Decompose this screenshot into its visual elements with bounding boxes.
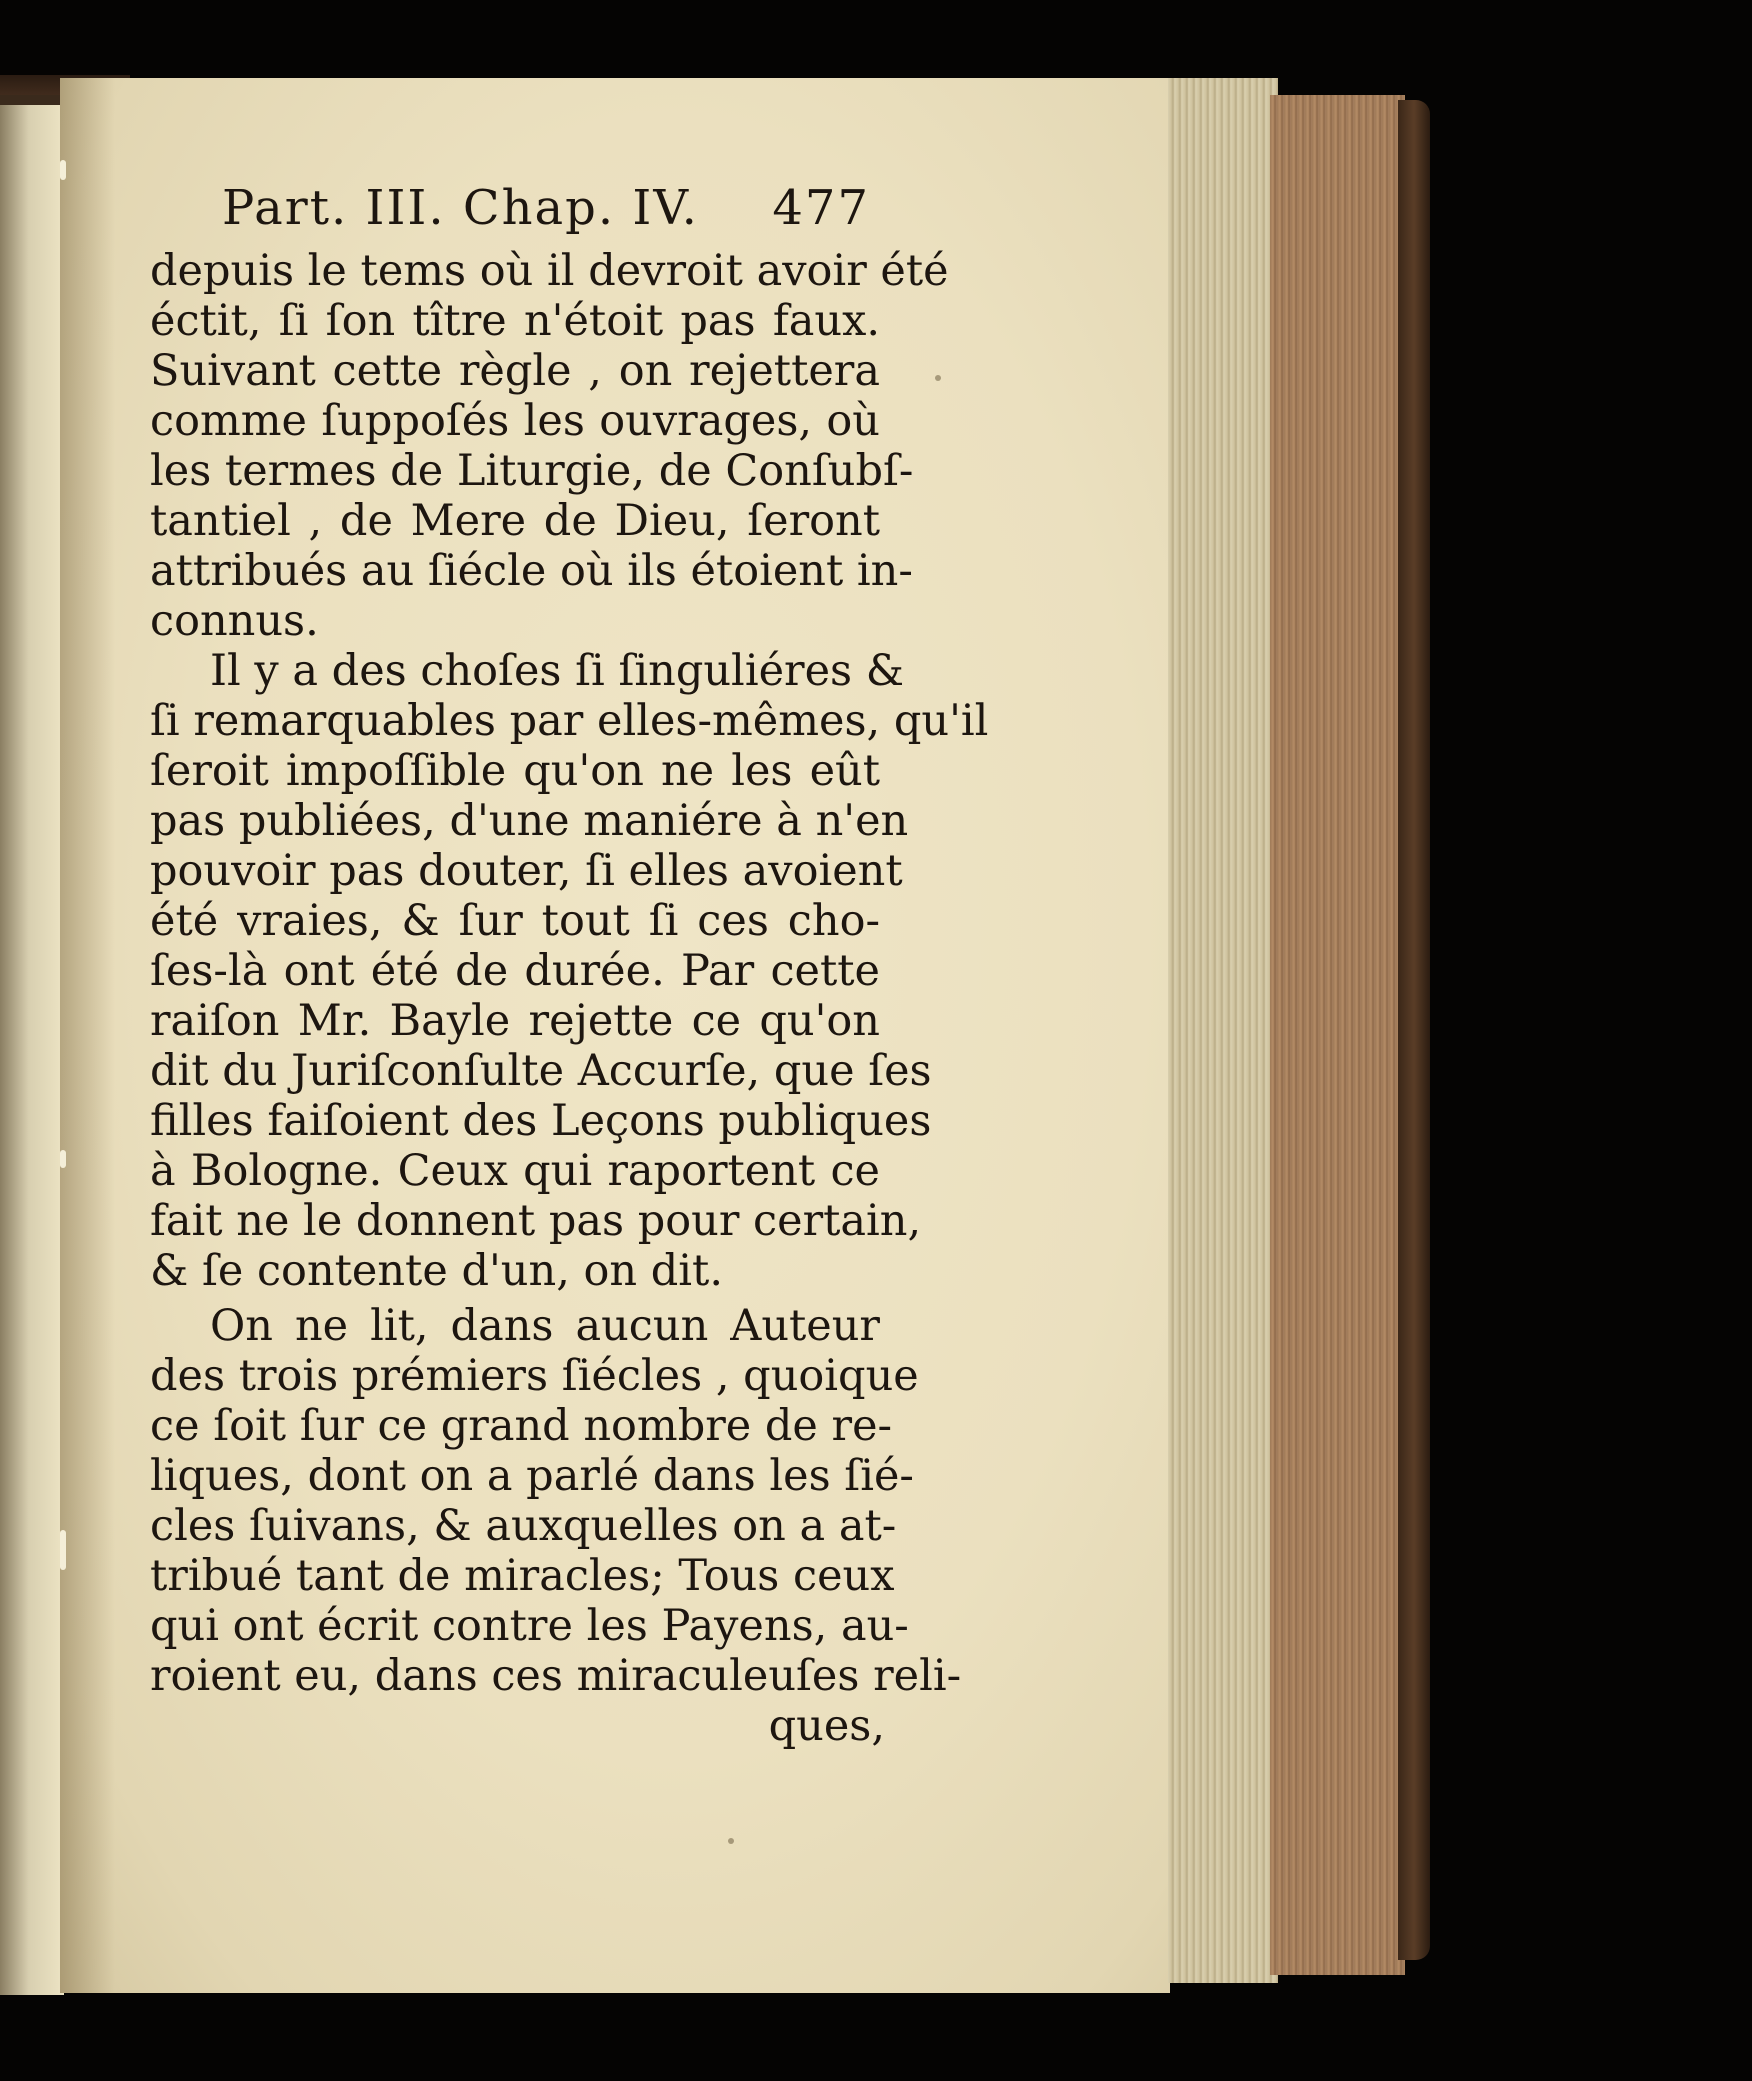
text-line: qui ont écrit contre les Payens, au- — [150, 1601, 909, 1651]
text-line: ſi remarquables par elles-mêmes, qu'il — [150, 696, 989, 746]
text-line: dit du Juriſconſulte Accurſe, que ſes — [150, 1046, 932, 1096]
red-sprinkled-edge — [1270, 95, 1405, 1975]
text-line: éctit, ſi ſon tître n'étoit pas faux. — [150, 296, 880, 346]
gutter-shadow — [60, 78, 115, 1993]
text-line: ſeroit impoſſible qu'on ne les eût — [150, 746, 880, 796]
page-number: 477 — [772, 180, 870, 236]
text-line: été vraies, & ſur tout ſi ces cho- — [150, 896, 880, 946]
text-line: cles ſuivans, & auxquelles on a at- — [150, 1501, 897, 1551]
text-line: liques, dont on a parlé dans les ſié- — [150, 1451, 914, 1501]
text-line: les termes de Liturgie, de Conſubſ- — [150, 446, 914, 496]
text-line: tribué tant de miracles; Tous ceux — [150, 1551, 895, 1601]
facing-page-edge — [0, 95, 64, 1995]
paper-speck — [728, 1838, 734, 1844]
binding-stitch — [60, 1530, 66, 1570]
text-line: roient eu, dans ces miraculeuſes reli- — [150, 1651, 962, 1701]
text-line: à Bologne. Ceux qui raportent ce — [150, 1146, 880, 1196]
text-line: connus. — [150, 596, 319, 646]
text-line: & ſe contente d'un, on dit. — [150, 1246, 724, 1296]
text-line: fait ne le donnent pas pour certain, — [150, 1196, 922, 1246]
book-cover-edge — [1398, 100, 1430, 1960]
text-line: attribués au ſiécle où ils étoient in- — [150, 546, 913, 596]
paper-speck — [935, 375, 941, 381]
text-line: tantiel , de Mere de Dieu, ſeront — [150, 496, 880, 546]
text-line: ce ſoit ſur ce grand nombre de re- — [150, 1401, 893, 1451]
binding-stitch — [60, 160, 66, 180]
binding-stitch — [60, 1150, 66, 1168]
page-block-edge — [1168, 78, 1278, 1983]
text-line: Suivant cette règle , on rejettera — [150, 346, 880, 396]
page-header — [222, 180, 870, 240]
text-line: On ne lit, dans aucun Auteur — [210, 1301, 880, 1351]
text-line: pouvoir pas douter, ſi elles avoient — [150, 846, 903, 896]
text-line: pas publiées, d'une maniére à n'en — [150, 796, 909, 846]
text-line: ſes-là ont été de durée. Par cette — [150, 946, 880, 996]
text-line: des trois prémiers ſiécles , quoique — [150, 1351, 919, 1401]
text-line: Il y a des choſes ſi ſinguliéres & — [210, 646, 905, 696]
text-line: filles faiſoient des Leçons publiques — [150, 1096, 932, 1146]
text-line: raiſon Mr. Bayle rejette ce qu'on — [150, 996, 880, 1046]
running-title: Part. III. Chap. IV. — [222, 180, 699, 236]
text-line: depuis le tems où il devroit avoir été — [150, 246, 949, 296]
text-line: comme ſuppoſés les ouvrages, où — [150, 396, 880, 446]
catchword: ques, — [768, 1701, 885, 1751]
